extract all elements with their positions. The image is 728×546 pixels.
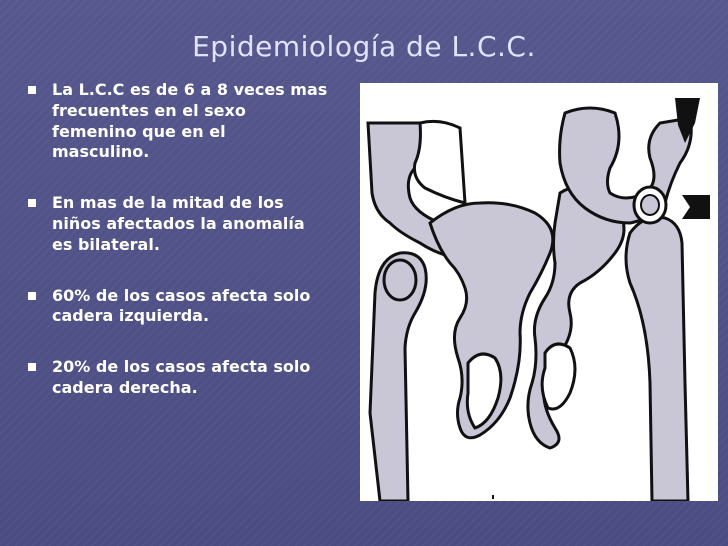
- left-ilium-outline-shape: [414, 121, 465, 203]
- hip-xray-diagram-icon: [360, 83, 718, 501]
- bullet-square-icon: [28, 292, 36, 300]
- bullet-square-icon: [28, 199, 36, 207]
- bullet-text: La L.C.C es de 6 a 8 veces mas frecuentes en el sexo femenino que en el masculino.: [52, 80, 328, 162]
- bullet-text: 60% de los casos afecta solo cadera izquierda.: [52, 285, 311, 326]
- bullet-text: 20% de los casos afecta solo cadera derecha.: [52, 357, 311, 397]
- hip-xray-image: [360, 83, 718, 501]
- bullet-list: [28, 80, 328, 429]
- right-obturator-foramen-shape: [542, 344, 575, 409]
- list-item: [28, 193, 328, 255]
- bullet-square-icon: [28, 86, 36, 94]
- arrow-left-icon: [682, 195, 710, 219]
- left-femoral-head-shape: [384, 260, 416, 300]
- list-item: [28, 80, 328, 163]
- right-femoral-head-inner-shape: [641, 195, 659, 215]
- bullet-text: En mas de la mitad de los niños afectados la anomalía es bilateral.: [52, 193, 305, 254]
- right-femur-shape: [626, 217, 688, 501]
- slide-title: Epidemiología de L.C.C.: [192, 30, 536, 63]
- list-item: [28, 286, 328, 328]
- bullet-square-icon: [28, 363, 36, 371]
- image-mark-shape: [492, 495, 494, 499]
- list-item: [28, 357, 328, 399]
